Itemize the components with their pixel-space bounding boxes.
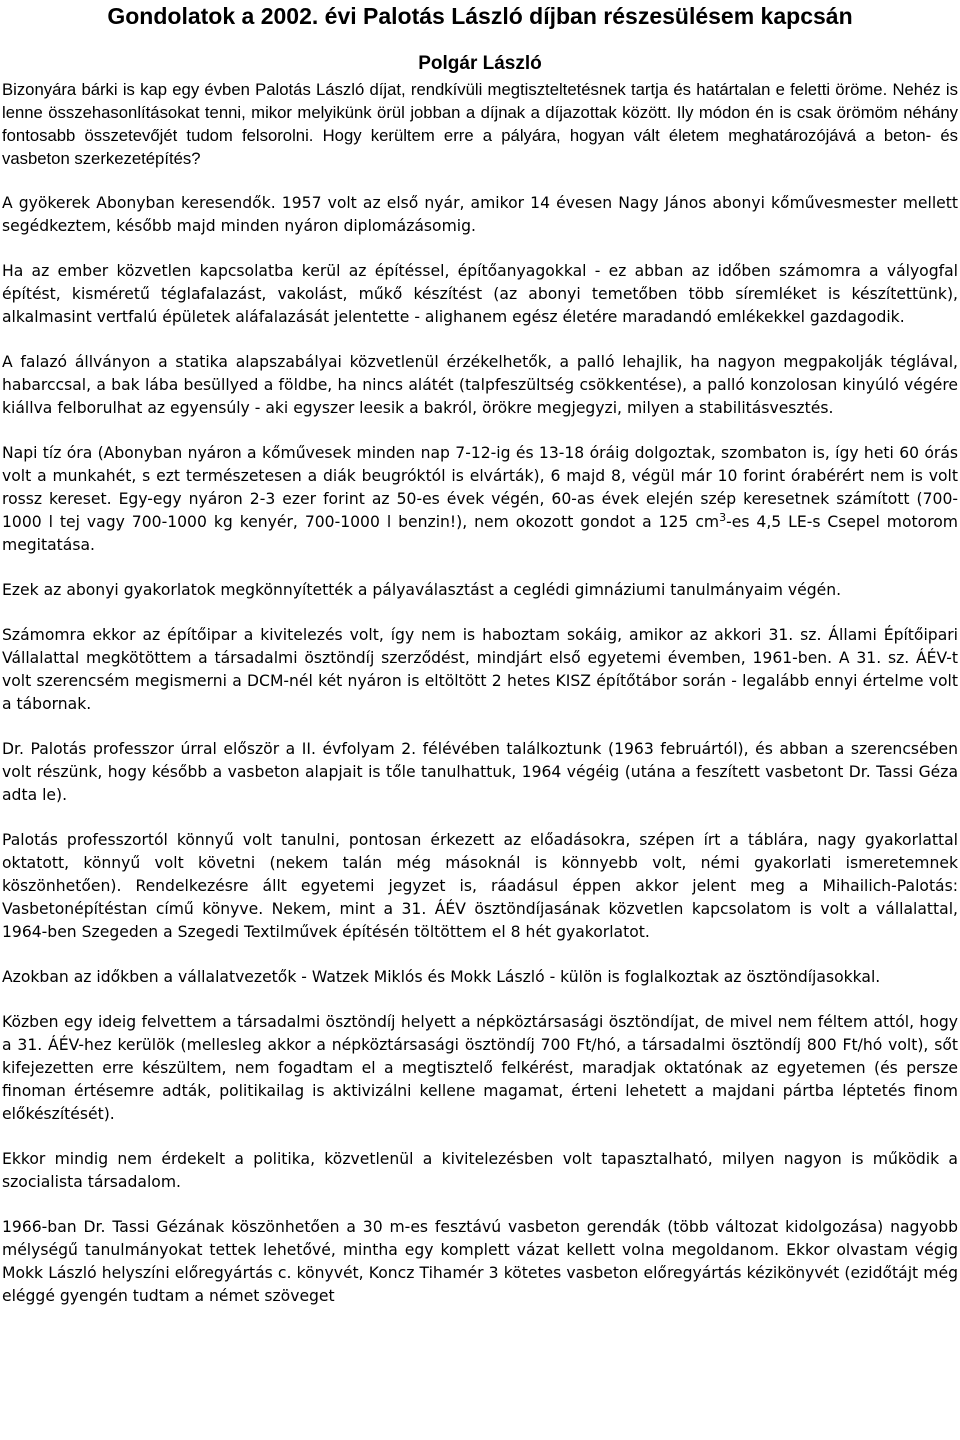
- paragraph-scaffolding: A falazó állványon a statika alapszabályai közvetlenül érzékelhetők, a palló lehajlik, ha nagyon megpakolják téglával, habarccsal, a bak lába besüllyed a földbe, ha nincs alátét (talpfeszültség csökkentése), a palló konzolosan kinyúló végére kiállva felborulhat az egyensúly - aki egyszer leesik a bakról, örökre megjegyzi, milyen a stabilitásvesztés.: [2, 353, 958, 417]
- paragraph-teaching: Palotás professzortól könnyű volt tanulni, pontosan érkezett az előadásokra, szépen írt a táblára, nagy gyakorlattal oktatott, könnyű volt követni (nekem talán még másoknál is könnyebb volt, némi gyakorlati ismeretemnek köszönhetően). Rendelkezésre állt egyetemi jegyzet is, ráadásul éppen akkor jelent meg a Mihailich-Palotás: Vasbetonépítéstan című könyve. Nekem, mint a 31. ÁÉV ösztöndíjasának közvetlen kapcsolatom is volt a vállalattal, 1964-ben Szegeden a Szegedi Textilművek építésén töltöttem el 8 hét gyakorlatot.: [2, 831, 958, 941]
- intro-paragraph: Bizonyára bárki is kap egy évben Palotás László díjat, rendkívüli megtiszteltetésnek tartja és határtalan e feletti öröme. Nehéz is lenne összehasonlításokat tenni, mikor melyikünk örül jobban a díjnak a díjazottak között. Ily módon én is csak örömöm néhány fontosabb összetevőjét tudom felsorolni. Hogy kerültem erre a pályára, hogyan vált életem meghatározójává a beton- és vasbeton szerkezetépítés?: [2, 80, 958, 168]
- paragraph-scholarship: Számomra ekkor az építőipar a kivitelezés volt, így nem is haboztam sokáig, amikor az akkori 31. sz. Állami Építőipari Vállalattal megkötöttem a társadalmi ösztöndíj szerződést, mindjárt első egyetemi évemben, 1961-ben. A 31. sz. ÁÉV-t volt szerencsém megismerni a DCM-nél két nyáron is eltöltött 2 hetes KISZ építőtábor során - legalább ennyi értelme volt a tábornak.: [2, 626, 958, 713]
- paragraph-scholarship-choice: Közben egy ideig felvettem a társadalmi ösztöndíj helyett a népköztársasági ösztöndíjat, de mivel nem féltem attól, hogy a 31. ÁÉV-hez kerülök (mellesleg akkor a népköztársasági ösztöndíj 700 Ft/hó, a társadalmi ösztöndíj 800 Ft/hó volt), sőt kifejezetten erre készültem, nem fogadtam el a megtisztelő felkérést, maradjak oktatónak az egyetemen (és persze finoman értésemre adták, politikailag is aktivizálni kellene magamat, érteni lehetett a majdani pártba léptetés finom előkészítését).: [2, 1013, 958, 1123]
- paragraph-palotas: Dr. Palotás professzor úrral először a II. évfolyam 2. félévében találkoztunk (1963 februártól), és abban a szerencsében volt részünk, hogy később a vasbeton alapjait is tőle tanulhattuk, 1964 végéig (utána a feszített vasbetont Dr. Tassi Géza adta le).: [2, 740, 958, 804]
- paragraph-construction: Ha az ember közvetlen kapcsolatba kerül az építéssel, építőanyagokkal - ez abban az időben számomra a vályogfal építést, kisméretű téglafalazást, vakolást, műkő készítést (az abonyi temetőben több síremléket is készítettünk), alkalmasint vertfalú épületek aláfalazását jelentette - alighanem egész életére maradandó emlékekkel gazdagodik.: [2, 262, 958, 326]
- document-body: [2, 78, 958, 1308]
- document-title: Gondolatok a 2002. évi Palotás László díjban részesülésem kapcsán: [107, 3, 853, 29]
- paragraph-roots: A gyökerek Abonyban keresendők. 1957 volt az első nyár, amikor 14 évesen Nagy János abonyi kőművesmester mellett segédkeztem, később majd minden nyáron diplomázásomig.: [2, 194, 958, 235]
- paragraph-managers: Azokban az időkben a vállalatvezetők - Watzek Miklós és Mokk László - külön is foglalkoztak az ösztöndíjasokkal.: [2, 968, 881, 986]
- document-author: Polgár László: [418, 53, 542, 74]
- paragraph-1966: 1966-ban Dr. Tassi Gézának köszönhetően a 30 m-es fesztávú vasbeton gerendák (több változat kidolgozása) nagyobb mélységű tanulmányokat tettek lehetővé, mintha egy komplett vázat kellett volna megoldanom. Ekkor olvastam végig Mokk László helyszíni előregyártás c. könyvét, Koncz Tihamér 3 kötetes vasbeton előregyártás kézikönyvét (ezidőtájt még eléggé gyengén tudtam a német szöveget: [2, 1218, 958, 1305]
- income-text-end: -es 4,5 LE-s Csepel motorom megitatása.: [2, 513, 958, 554]
- income-text: Napi tíz óra (Abonyban nyáron a kőművesek minden nap 7-12-ig és 13-18 óráig dolgoztak, szombaton is, így heti 60 órás volt a munkahét, s ezt természetesen a diák beugróktól is elvárták), 6 majd 8, végül már 10 forint órabérért nem is volt rossz kereset. Egy-egy nyáron 2-3 ezer forint az 50-es évek végén, 60-as évek elején szép keresetnek számított (700-1000 l tej vagy 700-1000 kg kenyér, 700-1000 l benzin!), nem okozott gondot a 125 cm: [2, 444, 958, 531]
- paragraph-career-choice: Ezek az abonyi gyakorlatok megkönnyítették a pályaválasztást a ceglédi gimnáziumi tanulmányaim végén.: [2, 581, 842, 599]
- paragraph-politics: Ekkor mindig nem érdekelt a politika, közvetlenül a kivitelezésben volt tapasztalható, milyen nagyon is működik a szocialista társadalom.: [2, 1150, 958, 1191]
- paragraph-income: [2, 442, 958, 557]
- income-superscript: 3: [719, 510, 727, 524]
